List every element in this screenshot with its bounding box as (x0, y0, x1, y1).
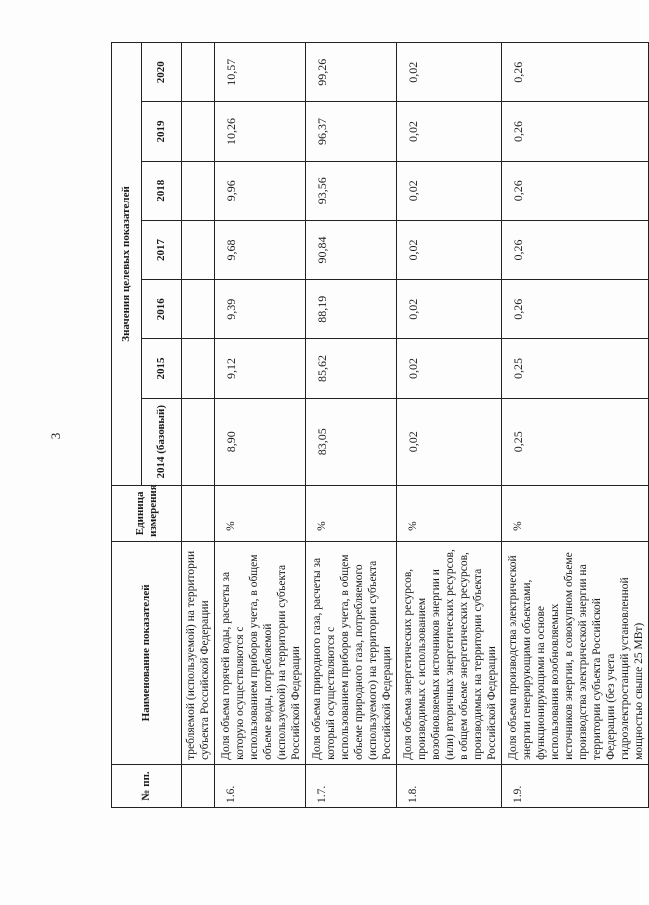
value-cell: 99,26 (306, 43, 397, 102)
value-cell: 0,02 (397, 43, 502, 102)
indicator-name: Доля объема горячей воды, расчеты за которую осуществляются с использованием приборов учета, в общем объеме воды, потребляемой (используемой) на территории субъекта Российской Федерации (215, 541, 306, 764)
table-row (502, 43, 649, 808)
value-cell: 88,19 (306, 280, 397, 339)
value-cell: 83,05 (306, 398, 397, 485)
value-cell: 9,96 (215, 161, 306, 220)
value-cell: 0,02 (397, 339, 502, 398)
row-number: 1.7. (306, 764, 397, 807)
unit-cell: % (306, 485, 397, 541)
indicator-name: требляемой (используемой) на территории субъекта Российской Федерации (182, 541, 215, 764)
header-year: 2017 (142, 220, 182, 279)
value-cell: 0,02 (397, 280, 502, 339)
value-cell: 96,37 (306, 102, 397, 161)
table-row (306, 43, 397, 808)
row-number: 1.8. (397, 764, 502, 807)
header-year: 2018 (142, 161, 182, 220)
unit-cell (182, 485, 215, 541)
value-cell: 9,39 (215, 280, 306, 339)
value-cell: 0,26 (502, 43, 649, 102)
page-number: 3 (48, 432, 63, 440)
table-row (397, 43, 502, 808)
value-cell (182, 220, 215, 279)
row-number: 1.6. (215, 764, 306, 807)
target-indicators-table (111, 42, 649, 808)
table-row (215, 43, 306, 808)
value-cell: 0,25 (502, 398, 649, 485)
value-cell: 8,90 (215, 398, 306, 485)
header-row-1 (112, 43, 142, 808)
rotated-table-sheet (111, 42, 645, 808)
unit-cell: % (397, 485, 502, 541)
value-cell: 0,25 (502, 339, 649, 398)
value-cell: 9,68 (215, 220, 306, 279)
header-year: 2016 (142, 280, 182, 339)
header-name: Наименование показателей (112, 541, 182, 764)
value-cell: 0,02 (397, 161, 502, 220)
value-cell: 85,62 (306, 339, 397, 398)
value-cell (182, 398, 215, 485)
value-cell (182, 102, 215, 161)
value-cell: 0,26 (502, 220, 649, 279)
header-no: № пп. (112, 764, 182, 807)
header-year: 2014 (базовый) (142, 398, 182, 485)
unit-cell: % (215, 485, 306, 541)
value-cell: 10,26 (215, 102, 306, 161)
row-number: 1.9. (502, 764, 649, 807)
row-number (182, 764, 215, 807)
value-cell: 93,56 (306, 161, 397, 220)
value-cell (182, 161, 215, 220)
header-unit: Единица измерения (112, 485, 182, 541)
header-year: 2020 (142, 43, 182, 102)
value-cell: 10,57 (215, 43, 306, 102)
indicator-name: Доля объема энергетических ресурсов, производимых с использованием возобновляемых источников энергии и (или) вторичных энергетических ресурсов, в общем объеме энергетических ресурсов, производимых на территории субъекта Российской Федерации (397, 541, 502, 764)
value-cell: 90,84 (306, 220, 397, 279)
value-cell (182, 339, 215, 398)
value-cell: 0,26 (502, 280, 649, 339)
value-cell (182, 43, 215, 102)
unit-cell: % (502, 485, 649, 541)
value-cell: 0,02 (397, 398, 502, 485)
indicator-name: Доля объема природного газа, расчеты за который осуществляются с использованием приборов учета, в общем объеме природного газа, потребляемого (используемого) на территории субъекта Российской Федерации (306, 541, 397, 764)
value-cell: 0,26 (502, 102, 649, 161)
indicator-name: Доля объема производства электрической энергии генерирующими объектами, функционирующими на основе использования возобновляемых источников энергии, в совокупном объеме производства электрической энергии на территории субъекта Российской Федерации (без учета гидроэлектростанций установленной мощностью свыше 25 МВт) (502, 541, 649, 764)
value-cell (182, 280, 215, 339)
table-row (182, 43, 215, 808)
value-cell: 0,02 (397, 102, 502, 161)
value-cell: 0,02 (397, 220, 502, 279)
value-cell: 0,26 (502, 161, 649, 220)
header-year: 2019 (142, 102, 182, 161)
header-values-group: Значения целевых показателей (112, 43, 142, 486)
header-year: 2015 (142, 339, 182, 398)
value-cell: 9,12 (215, 339, 306, 398)
